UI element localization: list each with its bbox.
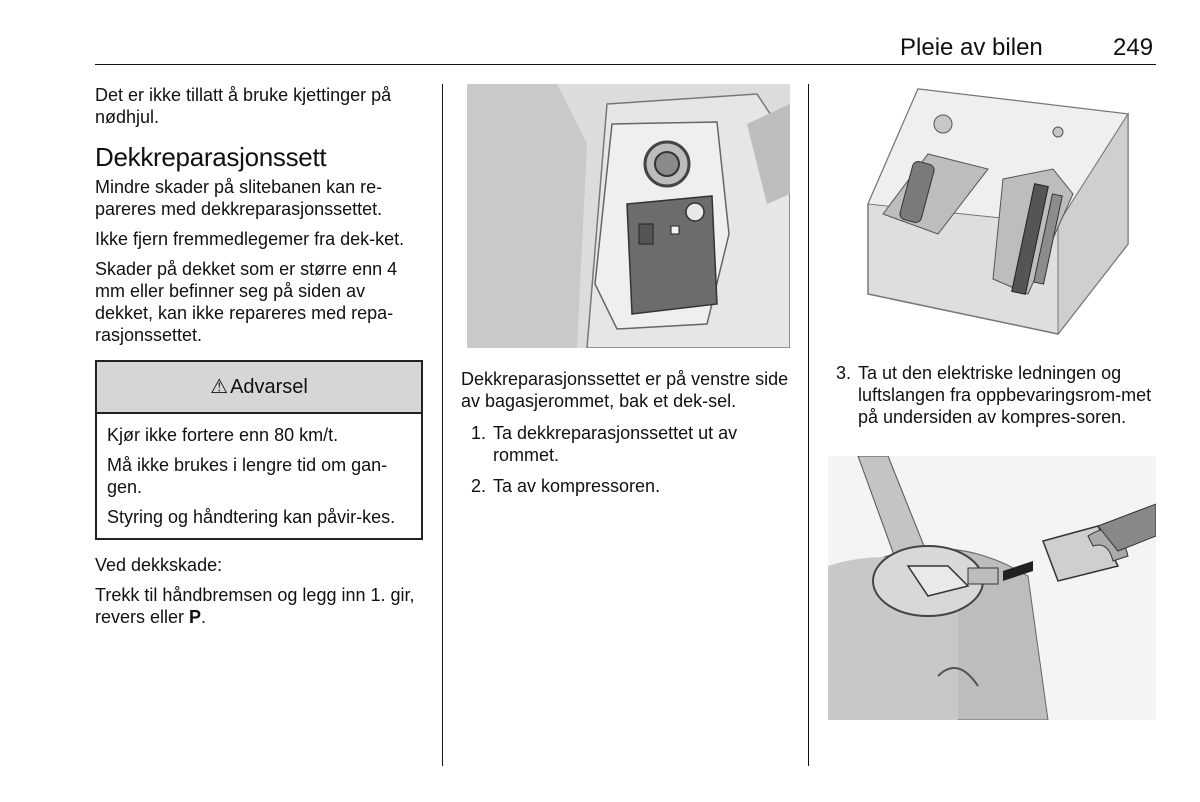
step-number: 2. [471, 476, 487, 496]
paragraph-handbrake [95, 584, 425, 628]
warning-line: Styring og håndtering kan påvir-kes. [107, 507, 396, 527]
gear-p-label: P [189, 607, 202, 627]
figure-compressor-box [828, 84, 1156, 344]
warning-header [97, 362, 421, 414]
warning-body [97, 414, 421, 538]
figure-hose-connection [828, 456, 1156, 720]
column-divider-2 [808, 84, 809, 766]
column-2 [461, 368, 791, 506]
handbrake-text: Trekk til håndbremsen og legg inn 1. gir, revers eller [95, 585, 415, 627]
warning-line: Kjør ikke fortere enn 80 km/t. [107, 425, 339, 445]
figure-trunk-compartment [467, 84, 790, 348]
column-divider-1 [442, 84, 443, 766]
column-3 [836, 362, 1161, 437]
steps-list [836, 362, 1161, 428]
compressor-illustration [828, 84, 1156, 344]
warning-title: Advarsel [230, 376, 308, 398]
header-rule [95, 64, 1156, 65]
section-title: Dekkreparasjonssett [95, 142, 327, 172]
list-item [836, 362, 1161, 428]
hose-illustration [828, 456, 1156, 720]
steps-list [461, 422, 791, 497]
handbrake-text-end: . [201, 607, 207, 627]
step-text: Ta av kompressoren. [493, 476, 661, 496]
paragraph-minor-damage: Mindre skader på slitebanen kan re-pareres med dekkreparasjonssettet. [95, 177, 383, 219]
paragraph-kit-location: Dekkreparasjonssettet er på venstre side av bagasjerommet, bak et dek-sel. [461, 369, 789, 411]
page-number: 249 [1113, 34, 1154, 61]
step-number: 1. [471, 423, 487, 443]
intro-paragraph: Det er ikke tillatt å bruke kjettinger på nødhjul. [95, 85, 392, 127]
step-number: 3. [836, 363, 852, 383]
warning-line: Må ikke brukes i lengre tid om gan-gen. [107, 455, 388, 497]
warning-box [95, 360, 423, 540]
paragraph-tire-damage: Ved dekkskade: [95, 555, 223, 575]
running-header-title: Pleie av bilen [900, 34, 1043, 61]
step-text: Ta dekkreparasjonssettet ut av rommet. [493, 423, 738, 465]
paragraph-large-damage: Skader på dekket som er større enn 4 mm eller befinner seg på siden av dekket, kan ikke repareres med repa-rasjonssettet. [95, 259, 398, 345]
list-item [471, 422, 791, 466]
trunk-illustration [467, 84, 790, 348]
list-item [471, 475, 791, 497]
warning-triangle-icon: ⚠ [210, 376, 229, 398]
paragraph-foreign-objects: Ikke fjern fremmedlegemer fra dek-ket. [95, 229, 405, 249]
column-1 [95, 84, 425, 636]
step-text: Ta ut den elektriske ledningen og luftslangen fra oppbevaringsrom-met på undersiden av kompres-soren. [858, 363, 1152, 427]
